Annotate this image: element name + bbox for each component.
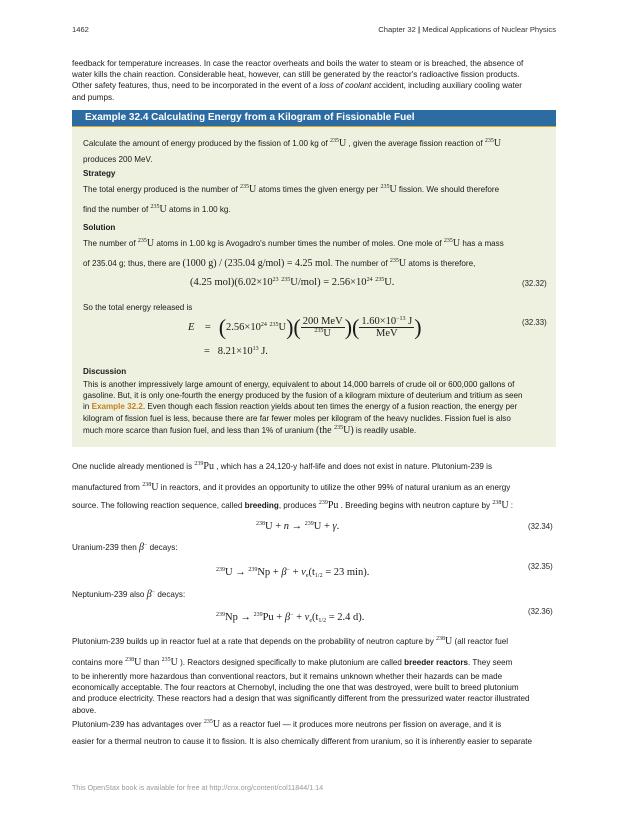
beta-minus-symbol: β− <box>146 589 156 600</box>
chapter-title: Medical Applications of Nuclear Physics <box>422 25 556 34</box>
breeder-reactors-term: breeder reactors <box>404 658 469 667</box>
equation-32-32: (4.25 $mol)(6.02\times 10^{23}$ $^{235}U/mol) = 2.56\times 10^{24}$ $^{235}$U. <box>190 277 395 288</box>
u238-symbol: $^{238}$U <box>125 657 142 668</box>
strategy-heading: Strategy <box>83 169 116 178</box>
body-line: easier for a thermal neutron to cause it to fission. It is also chemically different from uranium, so it is inherently easier to separate <box>72 737 533 746</box>
body-line: Plutonium-239 builds up in reactor fuel at a rate that depends on the probability of neutron capture by $^{238}$U (all reactor fuel <box>72 636 509 647</box>
discussion-paragraph: This is another impressively large amount of energy, equivalent to about 14,000 barrels of crude oil or 600,000 gallons of gasoline. But, it is only one-fourth the energy produced by the fusion of a kilogram mixture of deuterium and tritium as seen in Example 32.2. Even though each fission reaction yields about ten times the energy of a fusion reaction, the energy per kilogram of fission fuel is less, because there are far fewer moles per kilogram of the heavy nuclides. Fission fuel is also <box>83 380 523 423</box>
body-line: source. The following reaction sequence, called breeding, produces $^{239}$Pu . Breeding begins with neutron capture by $^{238}$U : <box>72 500 514 511</box>
body-line: Plutonium-239 has advantages over $^{235}$U as a reactor fuel — it produces more neutrons per fission on average, and it is <box>72 719 502 730</box>
discussion-heading: Discussion <box>83 367 127 376</box>
body-line: Neptunium-239 also β− decays: <box>72 589 186 600</box>
running-header <box>378 25 556 34</box>
equation-32-36: $^{239}Np \to ^{239}Pu + \beta^- + v_e(t_{1/2} = 2.4$ d). <box>216 612 365 624</box>
breeding-term: breeding <box>244 501 279 510</box>
equation-32-33: E = ($2.56\times 10^{24}$ $^{235}$U)( $\frac{\text{200 MeV}}{^{235}U}$ )( $\frac{1.60\times 10^{-13} J}{\text{MeV}}$ ) <box>188 314 422 340</box>
body-line: manufactured from $^{238}$U in reactors, and it provides an opportunity to utilize the other 99% of natural uranium as an energy <box>72 482 511 493</box>
body-paragraph: to be inherently more hazardous than conventional reactors, but it remains unknown whether their hazards can be made economically acceptable. The four reactors at Chernobyl, including the one that was destroyed, were built to breed plutonium and produce electricity. These reactors had a design that was significantly different from the pressurized water reactor illustrated above. <box>72 672 530 715</box>
equation-32-33-result: = $8.21\times 10^{13}$ J. <box>204 346 268 357</box>
equation-number: (32.35) <box>528 562 553 571</box>
solution-line: The number of $^{235}$U atoms in 1.00 kg is Avogadro's number times the number of moles. One mole of $^{235}$U has a mass <box>83 238 504 249</box>
u235-symbol: $^{235}$U <box>389 258 407 269</box>
solution-line: of 235.04 g; thus, there are (1000 g) / (235.04 g/mol) = 4.25 mol. The number of $^{235}$U atoms is therefore, <box>83 258 476 269</box>
pu239-symbol: $^{239}$Pu <box>318 500 339 511</box>
intro-line: feedback for temperature increases. In case the reactor overheats and boils the water to steam or is breached, the absence of <box>72 59 524 68</box>
example-statement: Calculate the amount of energy produced by the fission of 1.00 kg of $^{235}$U , given the average fission reaction of $^{235}$U <box>83 138 502 149</box>
equation-number: (32.34) <box>528 522 553 531</box>
solution-line: So the total energy released is <box>83 303 193 312</box>
equation-number: (32.36) <box>528 607 553 616</box>
example-title-rule <box>72 126 556 127</box>
footer-note: This OpenStax book is available for free at http://cnx.org/content/col11844/1.14 <box>72 783 324 792</box>
example-32-2-link[interactable]: Example 32.2 <box>91 402 143 412</box>
u235-symbol: $^{235}$U <box>380 184 397 195</box>
intro-line: water kills the chain reaction. Considerable heat, however, can still be generated by the reactor's radioactive fission products. <box>72 70 520 80</box>
body-line: Uranium-239 then β− decays: <box>72 542 178 553</box>
strategy-line: The total energy produced is the number of $^{235}$U atoms times the given energy per $^{235}$U fission. We should therefore <box>83 184 500 195</box>
solution-heading: Solution <box>83 223 116 232</box>
u235-parenthetical: (the $^{235}$U) <box>316 425 354 436</box>
u235-symbol: $^{235}$U <box>240 184 257 195</box>
beta-minus-symbol: β− <box>139 542 148 553</box>
u238-symbol: $^{238}$U <box>492 500 509 511</box>
equation-number: (32.33) <box>522 318 547 327</box>
intro-line: and pumps. <box>72 92 115 102</box>
chapter-separator: | <box>415 25 423 34</box>
equation-32-34: $^{238}$U + n → $^{239}$U + γ. <box>256 521 340 532</box>
u238-symbol: $^{238}$U <box>436 636 453 647</box>
discussion-last-line: much more scarce than fusion fuel, and less than 1% of uranium (the $^{235}$U) is readily usable. <box>83 425 417 436</box>
intro-line: Other safety features, thus, need to be incorporated in the event of a loss of coolant accident, including auxiliary cooling water <box>72 81 522 91</box>
intro-paragraph <box>72 58 523 103</box>
u235-symbol: $^{235}$U <box>137 238 155 249</box>
u235-symbol: $^{235}$U <box>203 719 221 730</box>
moles-expression: (1000 g) / (235.04 g/mol) = 4.25 mol <box>182 258 331 269</box>
loss-of-coolant-term: loss of coolant <box>319 81 372 91</box>
example-title: Example 32.4 Calculating Energy from a Kilogram of Fissionable Fuel <box>72 110 556 126</box>
strategy-line: find the number of $^{235}$U atoms in 1.00 kg. <box>83 204 231 215</box>
body-line: contains more $^{238}$U than $^{235}$U ). Reactors designed specifically to make plutonium are called breeder reactors. They seem <box>72 657 513 668</box>
u235-symbol: $^{235}$U <box>330 138 347 149</box>
chapter-label: Chapter 32 <box>378 25 416 34</box>
page-number: 1462 <box>72 25 89 34</box>
u238-symbol: $^{238}$U <box>142 482 159 493</box>
example-statement-end: produces 200 MeV. <box>83 155 153 164</box>
u235-symbol: $^{235}$U <box>161 657 178 668</box>
u235-symbol: $^{235}$U <box>150 204 167 215</box>
body-line: One nuclide already mentioned is $^{239}$Pu , which has a 24,120-y half-life and does not exist in nature. Plutonium-239 is <box>72 461 492 472</box>
equation-number: (32.32) <box>522 279 547 288</box>
equation-32-35: $^{239}U \to ^{239}Np + \beta^- + v_e(t_{1/2} = 23$ min). <box>216 567 370 579</box>
u235-symbol: $^{235}$U <box>443 238 461 249</box>
u235-symbol: $^{235}$U <box>484 138 502 149</box>
pu239-symbol: $^{239}$Pu <box>194 461 214 472</box>
